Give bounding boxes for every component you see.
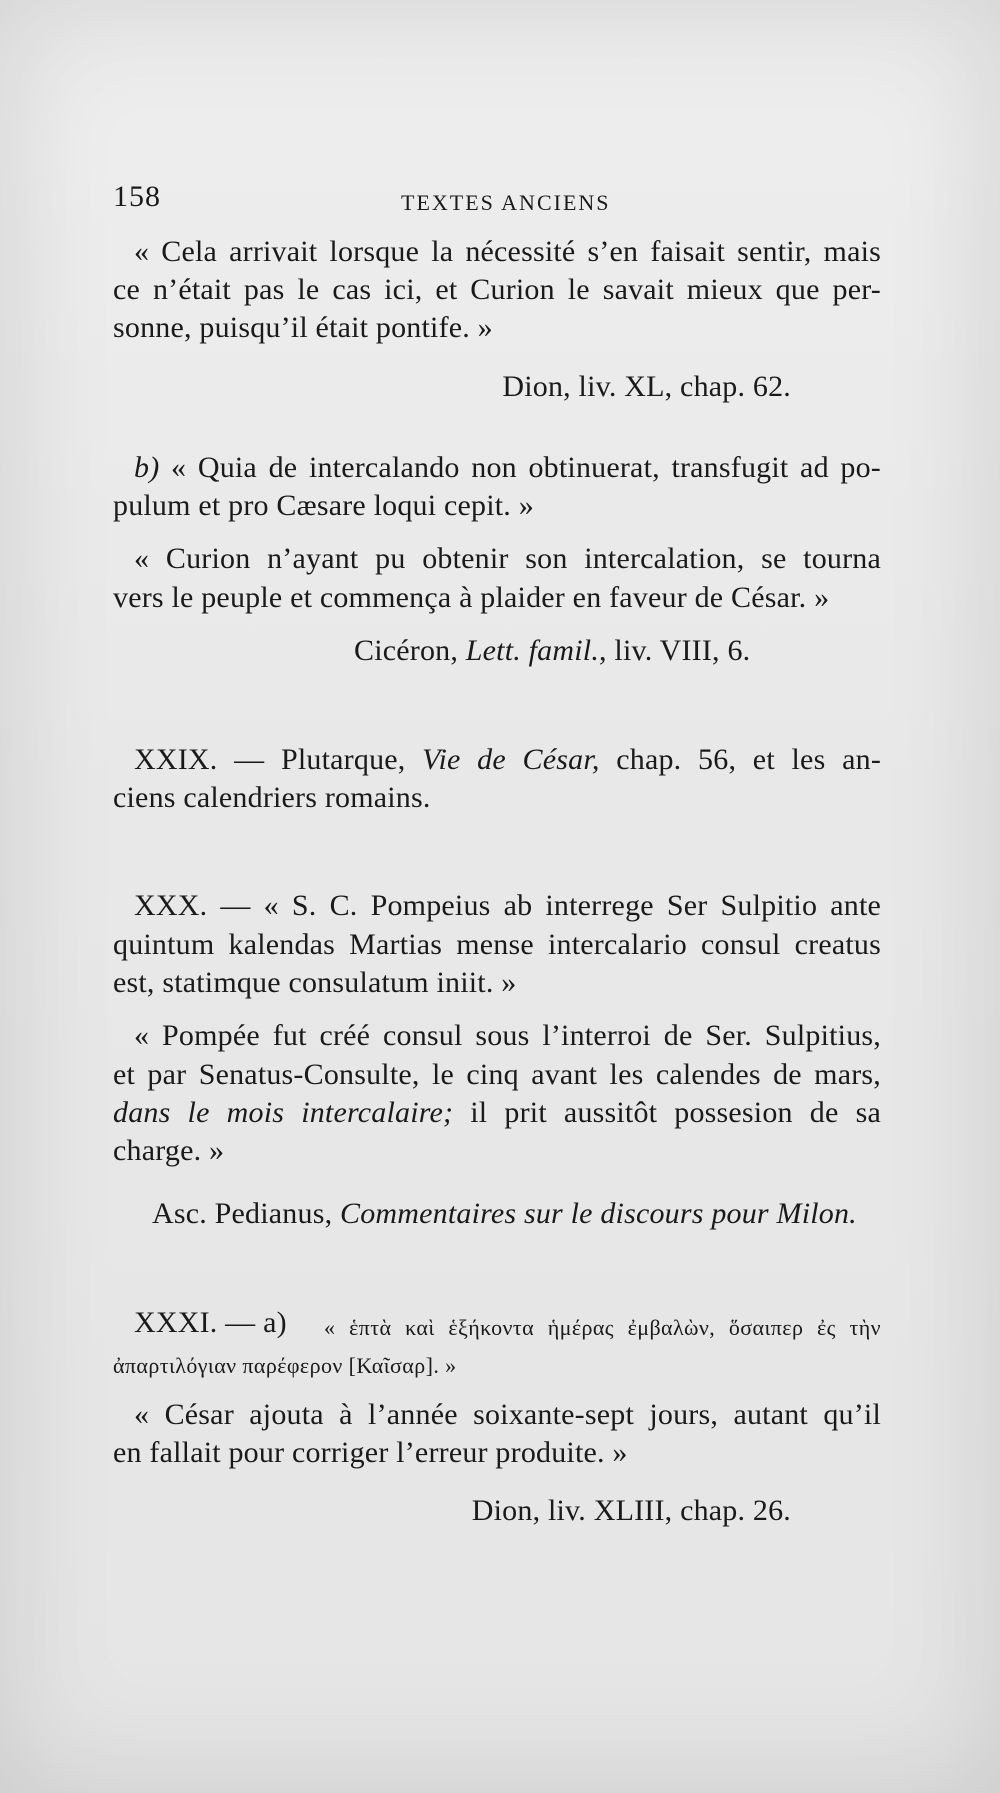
citation-asc-prefix: Asc. Pedianus, — [152, 1197, 333, 1230]
running-title: TEXTES ANCIENS — [401, 190, 611, 215]
greek-line-1: « ἑπτὰ καὶ ἑξήκοντα ἡμέρας ἐμβαλὼν, ὅσαιπερ ἐς τὴν — [324, 1315, 881, 1340]
passage-1-line-1: « Cela arrivait lorsque la nécessité s’en faisait sentir, mais — [134, 235, 881, 268]
section-xxix-suffix: chap. 56, et les an- — [599, 743, 882, 776]
citation-ciceron — [354, 633, 750, 669]
section-xxx-latin-line-3: est, statimque consulatum iniit. » — [113, 966, 517, 999]
section-xxx-italic-phrase: dans le mois intercalaire; — [113, 1096, 454, 1129]
section-xxxi-french-line-2: en fallait pour corriger l’erreur produite. » — [113, 1436, 628, 1469]
page-number: 158 — [113, 180, 161, 213]
section-xxx-french-line-4: charge. » — [113, 1134, 225, 1167]
section-xxx-french-line-3 — [113, 1095, 881, 1131]
section-xxix-line-2: ciens calendriers romains. — [113, 781, 431, 814]
citation-ciceron-work: Lett. famil. — [465, 634, 600, 667]
citation-asc-work: Commentaires sur le discours pour Milon. — [339, 1197, 857, 1230]
section-xxix-line-1 — [134, 742, 881, 778]
section-xxx-french-line-2: et par Senatus-Consulte, le cinq avant les calendes de mars, — [113, 1058, 881, 1091]
section-xxix-prefix: XXIX. — Plutarque, — [134, 743, 406, 776]
section-b-french-line-2: vers le peuple et commença à plaider en faveur de César. » — [113, 581, 830, 614]
passage-1-line-2: ce n’était pas le cas ici, et Curion le savait mieux que per- — [113, 273, 881, 306]
citation-dion-xliii: Dion, liv. XLIII, chap. 26. — [471, 1494, 791, 1527]
section-b-latin-line-1: « Quia de intercalando non obtinuerat, transfugit ad po- — [171, 451, 881, 484]
citation-dion-xl: Dion, liv. XL, chap. 62. — [502, 370, 791, 403]
section-b-marker: b) — [134, 451, 160, 484]
section-xxx-french-line-1: « Pompée fut créé consul sous l’interroi de Ser. Sulpitius, — [134, 1019, 881, 1052]
section-xxxi-french-line-1: « César ajouta à l’année soixante-sept jours, autant qu’il — [134, 1398, 881, 1431]
section-b-latin-line-2: pulum et pro Cæsare loqui cepit. » — [113, 489, 534, 522]
section-xxxi-label: XXXI. — a) — [134, 1306, 287, 1339]
citation-ciceron-prefix: Cicéron, — [354, 634, 459, 667]
citation-ciceron-suffix: , liv. VIII, 6. — [599, 634, 751, 667]
section-xxx-latin-line-1: XXX. — « S. C. Pompeius ab interrege Ser Sulpitio ante — [134, 889, 881, 922]
section-b-french-line-1: « Curion n’ayant pu obtenir son intercalation, se tourna — [134, 542, 881, 575]
section-xxx-line-3-rest: il prit aussitôt possesion de sa — [453, 1096, 881, 1129]
section-xxx-latin-line-2: quintum kalendas Martias mense intercalario consul creatus — [113, 928, 881, 961]
passage-1-line-3: sonne, puisqu’il était pontife. » — [113, 311, 493, 344]
section-xxix-work: Vie de César, — [422, 743, 600, 776]
citation-asc-pedianus — [152, 1196, 857, 1232]
greek-line-2: ἀπαρτιλόγιαν παρέφερον [Καῖσαρ]. » — [113, 1353, 457, 1378]
